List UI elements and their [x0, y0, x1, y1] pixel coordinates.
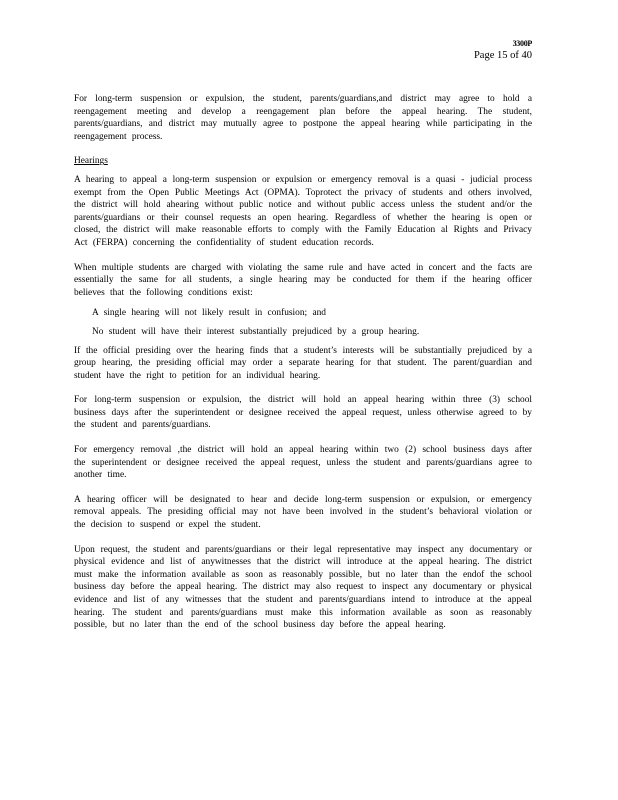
list-item [74, 326, 532, 339]
page-header [474, 38, 532, 62]
policy-number: 3300P [512, 39, 532, 48]
list-item-text: No student will have their interest substantially prejudiced by a group hearing. [92, 326, 420, 337]
page-number: Page 15 of 40 [473, 50, 532, 61]
paragraph-multiple-students: When multiple students are charged with violating the same rule and have acted in concert and the facts are essentially the same for all students, a single hearing may be conducted for them if the hearing officer believes that the following conditions exist: [74, 262, 532, 298]
paragraph-hearing-quasi-judicial: A hearing to appeal a long-term suspension or expulsion or emergency removal is a quasi - judicial process exempt from the Open Public Meetings Act (OPMA). Toprotect the privacy of students and others involved, the district will hold ahearing without public notice and without public access unless the student and/or the parents/guardians or their counsel requests an open hearing. Regardless of whether the hearing is open or closed, the district will make reasonable efforts to comply with the Family Education al Rights and Privacy Act (FERPA) concerning the confidentiality of student education records. [74, 174, 532, 248]
section-heading-hearings [74, 155, 532, 168]
paragraph-prejudiced: If the official presiding over the hearing finds that a student’s interests will be substantially prejudiced by a group hearing, the presiding official may order a separate hearing for that student. The parent/guardian and student have the right to petition for an individual hearing. [74, 345, 532, 381]
paragraph-emergency-timeline: For emergency removal ,the district will hold an appeal hearing within two (2) school business days after the superintendent or designee received the appeal request, unless the student and parents/guardians agree to another time. [74, 445, 532, 481]
paragraph-inspection: Upon request, the student and parents/guardians or their legal representative may inspect any documentary or physical evidence and list of anywitnesses that the district will introduce at the appeal hearing. The district must make the information available as soon as reasonably possible, but no later than the endof the school business day before the appeal hearing. The district may also request to inspect any documentary or physical evidence and list of any witnesses that the student and parents/guardians intend to introduce at the appeal hearing. The student and parents/guardians must make this information available as soon as reasonably possible, but no later than the end of the school business day before the appeal hearing. [74, 544, 532, 631]
conditions-list [74, 307, 532, 338]
document-body [74, 93, 532, 644]
section-heading-hearings-text: Hearings [74, 156, 108, 167]
list-item [74, 307, 532, 320]
paragraph-hearing-officer: A hearing officer will be designated to hear and decide long-term suspension or expulsion, or emergency removal appeals. The presiding official may not have been involved in the student’s behavioral violation or the decision to suspend or expel the student. [74, 494, 532, 531]
paragraph-reengagement: For long-term suspension or expulsion, the student, parents/guardians,and district may agree to hold a reengagement meeting and develop a reengagement plan before the appeal hearing. The student, parents/guardians, and district may mutually agree to postpone the appeal hearing while participating in the reengagement process. [74, 94, 532, 142]
paragraph-long-term-timeline: For long-term suspension or expulsion, the district will hold an appeal hearing within three (3) school business days after the superintendent or designee received the appeal request, unless otherwise agreed to by the student and parents/guardians. [74, 395, 532, 431]
list-item-text: A single hearing will not likely result in confusion; and [92, 308, 326, 319]
